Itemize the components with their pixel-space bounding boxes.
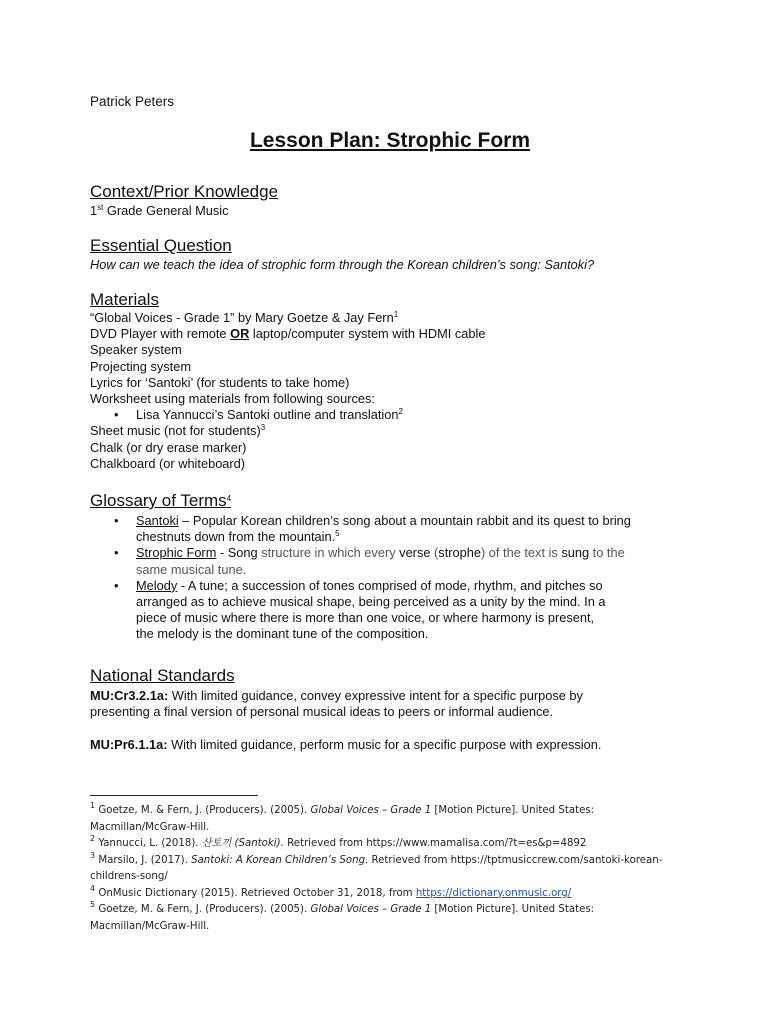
materials-item xyxy=(90,326,690,342)
glossary-definition: ( xyxy=(430,545,439,561)
page-title: Lesson Plan: Strophic Form xyxy=(249,129,531,152)
footnote-number: 2 xyxy=(90,834,96,843)
standard-line xyxy=(90,688,690,704)
glossary-term: Santoki xyxy=(136,513,179,528)
footnote-ref: 4 xyxy=(226,494,232,503)
footnote-5 xyxy=(90,902,690,919)
footnote-number: 5 xyxy=(90,900,96,909)
footnotes xyxy=(90,803,690,935)
materials-item: Lyrics for ‘Santoki’ (for students to take home) xyxy=(90,374,350,390)
footnote-title: Global Voices – Grade 1 xyxy=(310,805,432,816)
footnote-title: Santoki: A Korean Children’s Song xyxy=(191,854,366,866)
footnote-ref: 2 xyxy=(398,407,403,417)
footnote-3 xyxy=(90,850,690,870)
glossary-definition: to the xyxy=(589,545,625,561)
glossary-definition: - A tune; a succession of tones comprised of mode, rhythm, and pitches so xyxy=(177,577,603,593)
footnote-text: Goetze, M. & Fern, J. (Producers). (2005). xyxy=(95,805,311,816)
footnote-title: Global Voices – Grade 1 xyxy=(310,904,432,915)
bullet-dot: • xyxy=(114,513,119,528)
or-emphasis: OR xyxy=(230,326,250,342)
standard-cr xyxy=(90,688,690,720)
materials-list xyxy=(90,310,690,472)
material-text: laptop/computer system with HDMI cable xyxy=(249,326,486,342)
glossary-heading xyxy=(90,491,231,511)
glossary-definition: ) of the text is xyxy=(480,545,562,561)
footnote-3-cont: childrens-song/ xyxy=(90,871,168,882)
glossary-definition: arranged as to achieve musical shape, being perceived as a unity by the mind. In a xyxy=(136,594,606,610)
glossary-list xyxy=(90,513,690,643)
grade-number: 1 xyxy=(90,203,98,218)
footnote-number: 4 xyxy=(90,883,96,893)
material-text: Sheet music (not for students) xyxy=(90,423,261,439)
onmusic-dictionary-link[interactable]: https://dictionary.onmusic.org/ xyxy=(415,887,572,899)
material-text: Lisa Yannucci’s Santoki outline and translation xyxy=(136,407,399,423)
standard-code: MU:Cr3.2.1a: xyxy=(90,688,169,703)
footnote-ref: 1 xyxy=(393,310,399,319)
glossary-definition: same musical tune. xyxy=(136,561,247,577)
glossary-item-melody xyxy=(90,578,690,643)
footnote-text: [Motion Picture]. United States: xyxy=(431,904,595,915)
footnote-text: [Motion Picture]. United States: xyxy=(431,805,595,816)
context-section xyxy=(90,203,690,219)
author-name: Patrick Peters xyxy=(90,94,175,109)
footnote-ref: 5 xyxy=(335,529,340,539)
glossary-definition: - Song xyxy=(216,545,262,561)
glossary-term: Melody xyxy=(136,577,178,593)
footnote-text: Yannucci, L. (2018). xyxy=(95,838,202,849)
glossary-heading-text: Glossary of Terms xyxy=(90,491,227,510)
materials-item xyxy=(90,310,690,326)
footnote-divider xyxy=(90,795,258,796)
materials-item: Chalk (or dry erase marker) xyxy=(90,439,247,455)
footnote-1-cont: Macmillan/McGraw-Hill. xyxy=(90,821,210,833)
footnote-ref: 3 xyxy=(260,423,266,433)
footnote-text: Retrieved from https://www.mamalisa.com/?t=es&p=4892 xyxy=(283,838,587,849)
glossary-definition: chestnuts down from the mountain. xyxy=(136,529,336,545)
footnote-4 xyxy=(90,883,690,903)
bullet-dot: • xyxy=(114,407,119,423)
materials-bullet xyxy=(90,407,690,423)
materials-heading: Materials xyxy=(90,290,159,309)
standard-line: presenting a final version of personal musical ideas to peers or informal audience. xyxy=(90,704,554,720)
footnote-text: OnMusic Dictionary (2015). Retrieved October 31, 2018, from xyxy=(95,887,416,899)
materials-item: Worksheet using materials from following sources: xyxy=(90,391,375,407)
grade-text: Grade General Music xyxy=(103,203,229,218)
standard-line xyxy=(90,737,690,753)
footnote-2 xyxy=(90,836,690,853)
material-text: “Global Voices - Grade 1” by Mary Goetze & Jay Fern xyxy=(90,310,394,325)
footnote-number: 1 xyxy=(90,801,96,810)
standards-heading: National Standards xyxy=(90,666,235,685)
standard-text: With limited guidance, perform music for a specific purpose with expression. xyxy=(167,737,602,752)
materials-item: Chalkboard (or whiteboard) xyxy=(90,455,246,471)
footnote-title: 산토끼 (Santoki). xyxy=(201,838,284,849)
footnote-number: 3 xyxy=(90,850,96,860)
glossary-item-strophic-form xyxy=(90,545,690,577)
glossary-definition: strophe xyxy=(438,545,481,561)
footnote-text: . Retrieved from https://tptmusiccrew.com/santoki-korean- xyxy=(365,854,663,866)
glossary-definition: structure in which every xyxy=(261,545,400,561)
standard-pr xyxy=(90,737,690,753)
glossary-definition: verse xyxy=(399,545,431,561)
glossary-definition: sung xyxy=(561,545,590,561)
materials-item: Speaker system xyxy=(90,342,182,358)
glossary-item-santoki xyxy=(90,513,690,545)
context-heading: Context/Prior Knowledge xyxy=(90,182,279,201)
glossary-term: Strophic Form xyxy=(136,545,217,561)
grade-superscript: st xyxy=(97,203,104,212)
essential-section xyxy=(90,257,690,273)
essential-heading: Essential Question xyxy=(90,236,232,255)
grade-line xyxy=(90,203,690,219)
bullet-dot: • xyxy=(114,545,119,561)
footnote-5-cont: Macmillan/McGraw-Hill. xyxy=(90,920,210,932)
glossary-definition: the melody is the dominant tune of the composition. xyxy=(136,626,429,642)
material-text: DVD Player with remote xyxy=(90,326,231,342)
glossary-definition: piece of music where there is more than one voice, or where harmony is present, xyxy=(136,610,595,626)
essential-question: How can we teach the idea of strophic form through the Korean children’s song: Santoki? xyxy=(90,257,595,272)
footnote-1 xyxy=(90,803,690,820)
standard-text: With limited guidance, convey expressive intent for a specific purpose by xyxy=(168,688,583,703)
footnote-text: Goetze, M. & Fern, J. (Producers). (2005). xyxy=(95,904,311,915)
bullet-dot: • xyxy=(114,577,119,593)
materials-item: Projecting system xyxy=(90,358,191,374)
glossary-definition: – Popular Korean children’s song about a mountain rabbit and its quest to bring xyxy=(178,513,631,528)
standard-code: MU:Pr6.1.1a: xyxy=(90,737,168,752)
materials-item xyxy=(90,423,690,439)
footnote-text: Marsilo, J. (2017). xyxy=(95,854,192,866)
